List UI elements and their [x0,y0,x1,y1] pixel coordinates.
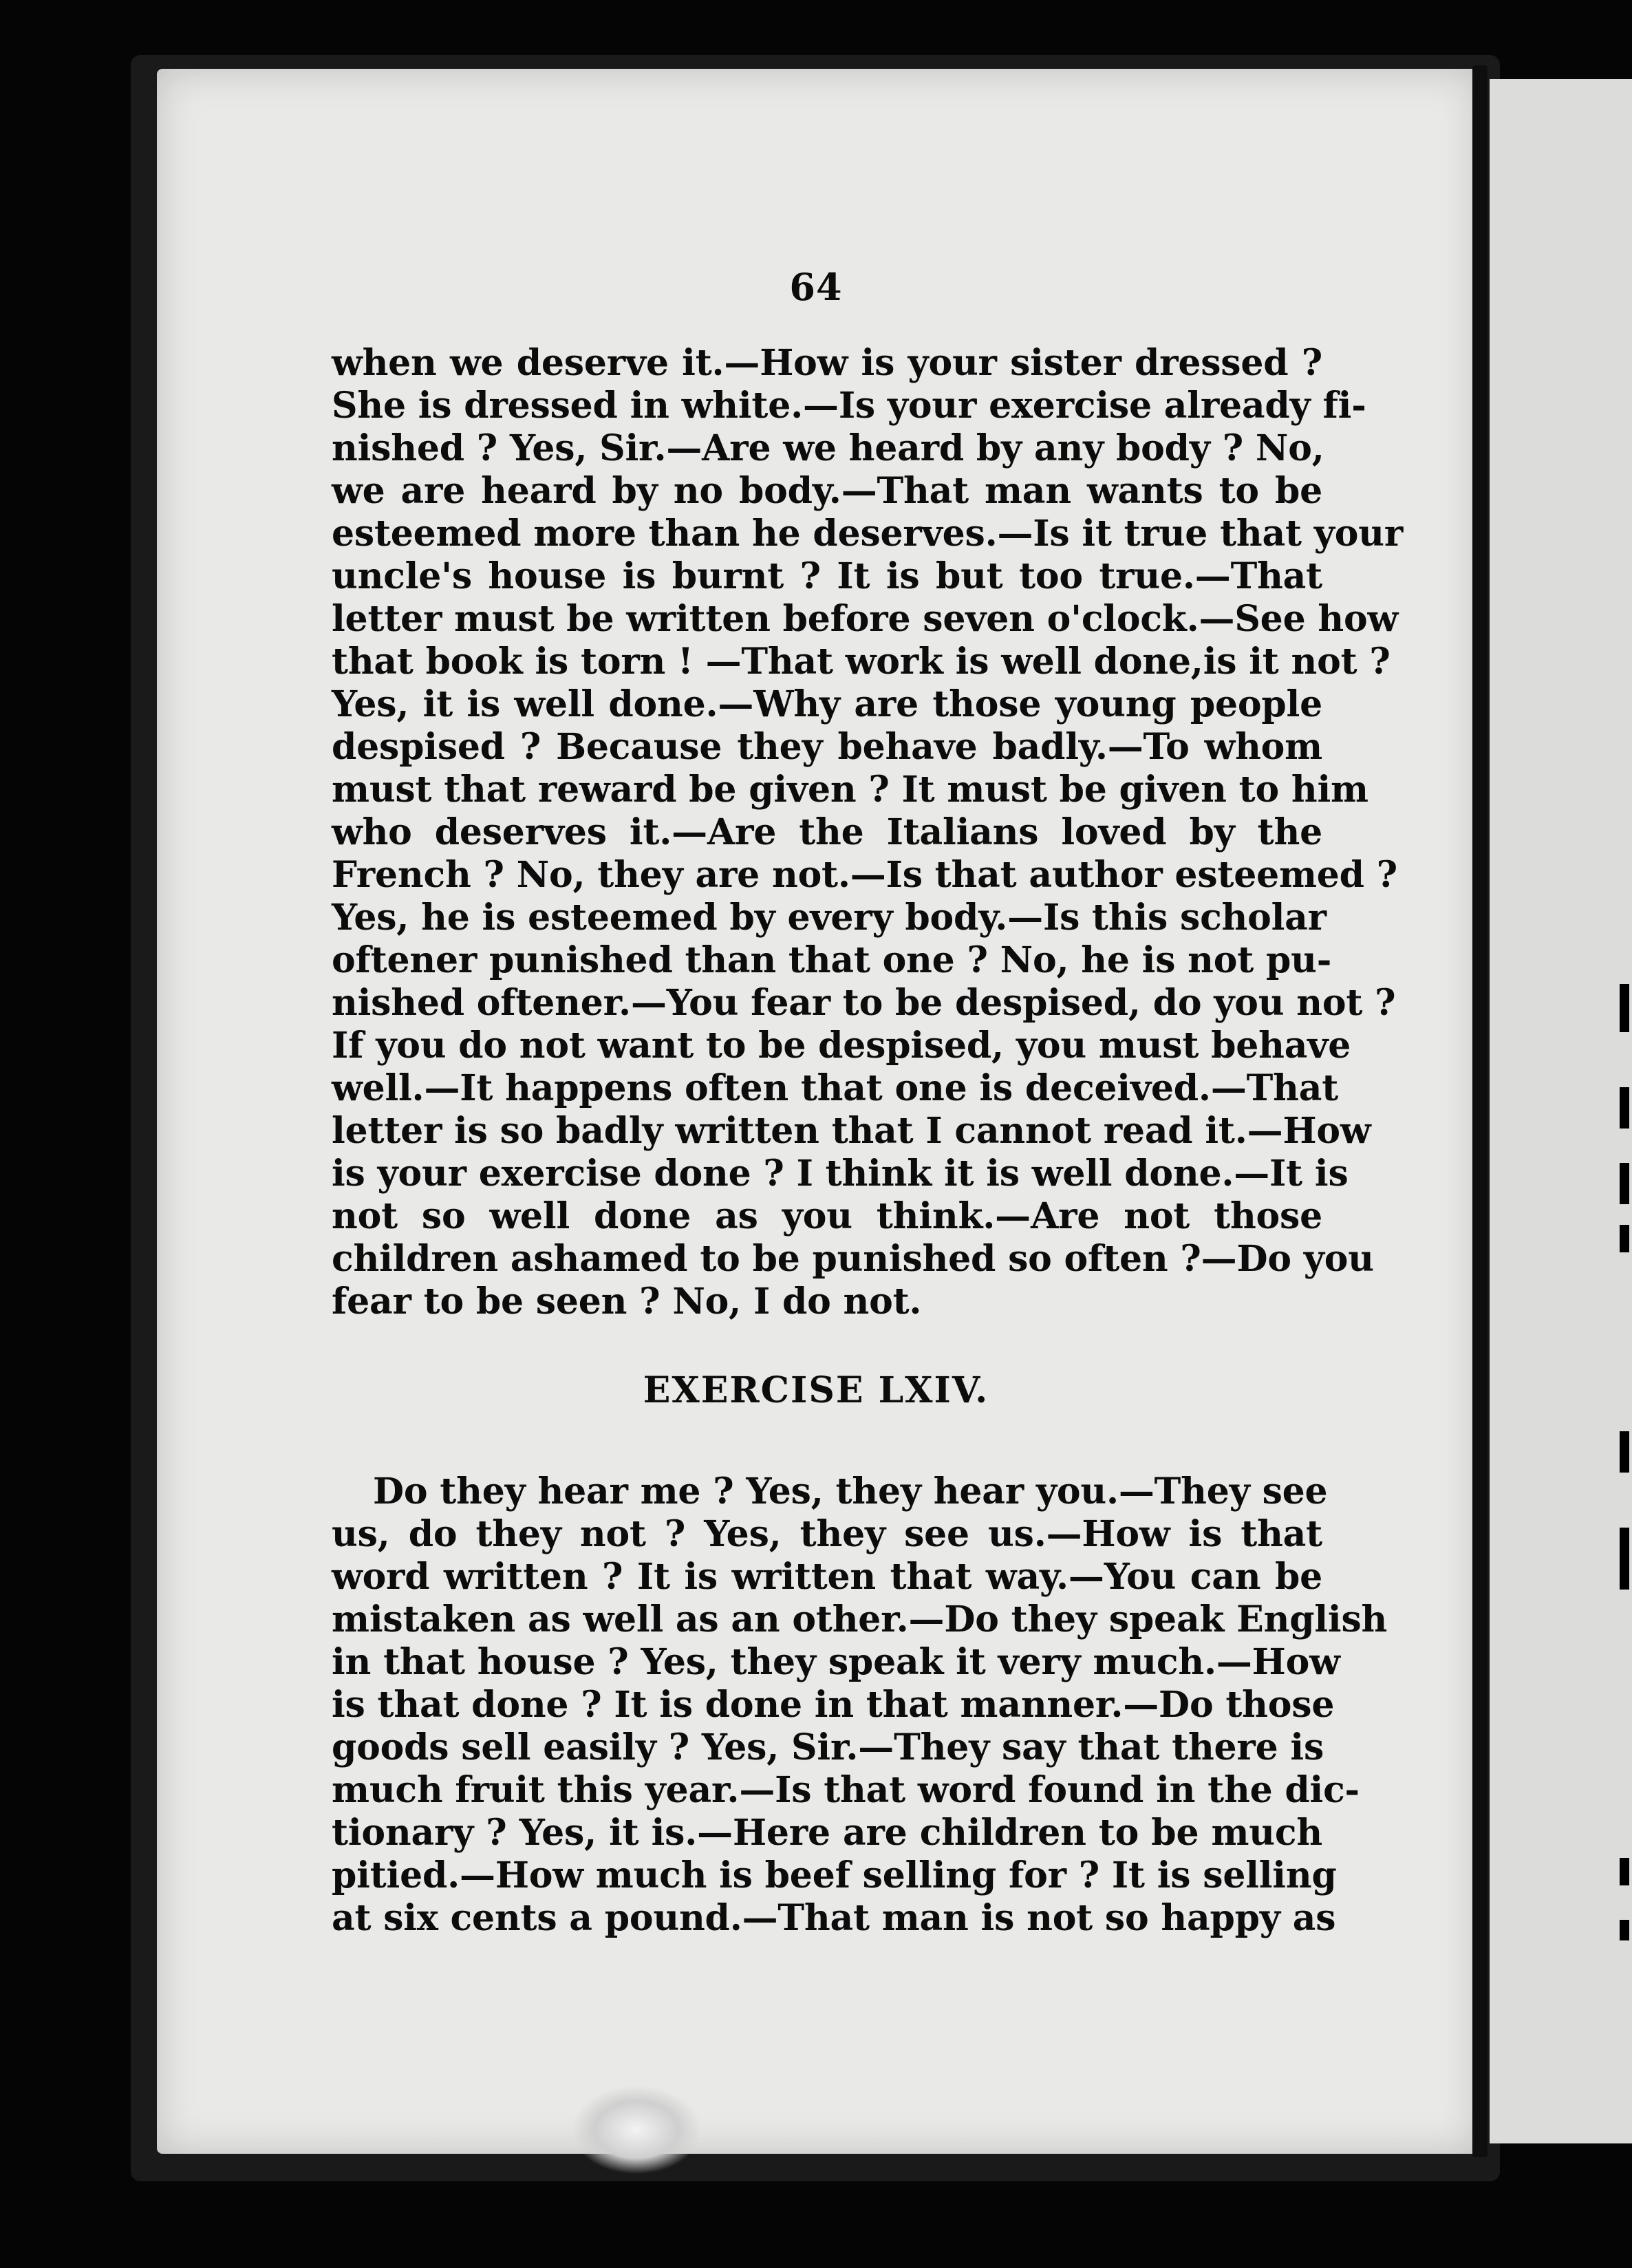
paper-damage-spot [571,2085,702,2174]
text-line: esteemed more than he deserves.—Is it true that your [332,513,1404,555]
text-line: oftener punished than that one ? No, he is not pu- [332,939,1332,981]
text-line: nished oftener.—You fear to be despised, do you not ? [332,982,1396,1024]
text-line: Yes, it is well done.—Why are those young people [332,683,1322,725]
text-line: must that reward be given ? It must be given to him [332,769,1368,811]
text-line: is that done ? It is done in that manner.—Do those [332,1684,1335,1726]
text-line: in that house ? Yes, they speak it very much.—How [332,1641,1340,1683]
text-line: tionary ? Yes, it is.—Here are children to be much [332,1812,1322,1854]
text-line: nished ? Yes, Sir.—Are we heard by any body ? No, [332,427,1324,469]
text-line: She is dressed in white.—Is your exercise already fi- [332,385,1366,427]
text-line: much fruit this year.—Is that word found in the dic- [332,1769,1360,1811]
text-line: If you do not want to be despised, you must behave [332,1025,1351,1067]
text-line: when we deserve it.—How is your sister dressed ? [332,342,1322,384]
text-line: letter must be written before seven o'clock.—See how [332,598,1399,640]
text-line: we are heard by no body.—That man wants to be [332,470,1322,512]
text-line: Yes, he is esteemed by every body.—Is this scholar [332,897,1327,939]
text-line: Do they hear me ? Yes, they hear you.—They see [373,1470,1328,1512]
text-line: not so well done as you think.—Are not those [332,1195,1322,1237]
exercise-heading: EXERCISE LXIV. [643,1369,989,1411]
text-line: is your exercise done ? I think it is well done.—It is [332,1153,1349,1195]
text-line: well.—It happens often that one is deceived.—That [332,1067,1339,1109]
paragraph-2 [332,1470,1388,1940]
text-line: mistaken as well as an other.—Do they speak English [332,1598,1388,1640]
text-line: children ashamed to be punished so often ?—Do you [332,1238,1374,1280]
text-line: goods sell easily ? Yes, Sir.—They say that there is [332,1726,1324,1768]
text-line: uncle's house is burnt ? It is but too true.—That [332,555,1322,597]
text-line: despised ? Because they behave badly.—To whom [332,726,1322,768]
text-line: fear to be seen ? No, I do not. [332,1281,922,1323]
text-line: at six cents a pound.—That man is not so happy as [332,1897,1336,1939]
text-line: word written ? It is written that way.—You can be [332,1556,1322,1598]
text-line: us, do they not ? Yes, they see us.—How is that [332,1513,1322,1555]
facing-page-marks [1603,0,1632,2268]
text-line: letter is so badly written that I cannot read it.—How [332,1110,1371,1152]
text-line: French ? No, they are not.—Is that author esteemed ? [332,854,1398,896]
text-line: who deserves it.—Are the Italians loved by the [332,811,1322,853]
page-number: 64 [789,265,843,309]
paragraph-1 [332,342,1404,1323]
book-gutter [1472,65,1488,2157]
text-line: pitied.—How much is beef selling for ? It is selling [332,1854,1337,1896]
text-line: that book is torn ! —That work is well done,is it not ? [332,641,1391,683]
